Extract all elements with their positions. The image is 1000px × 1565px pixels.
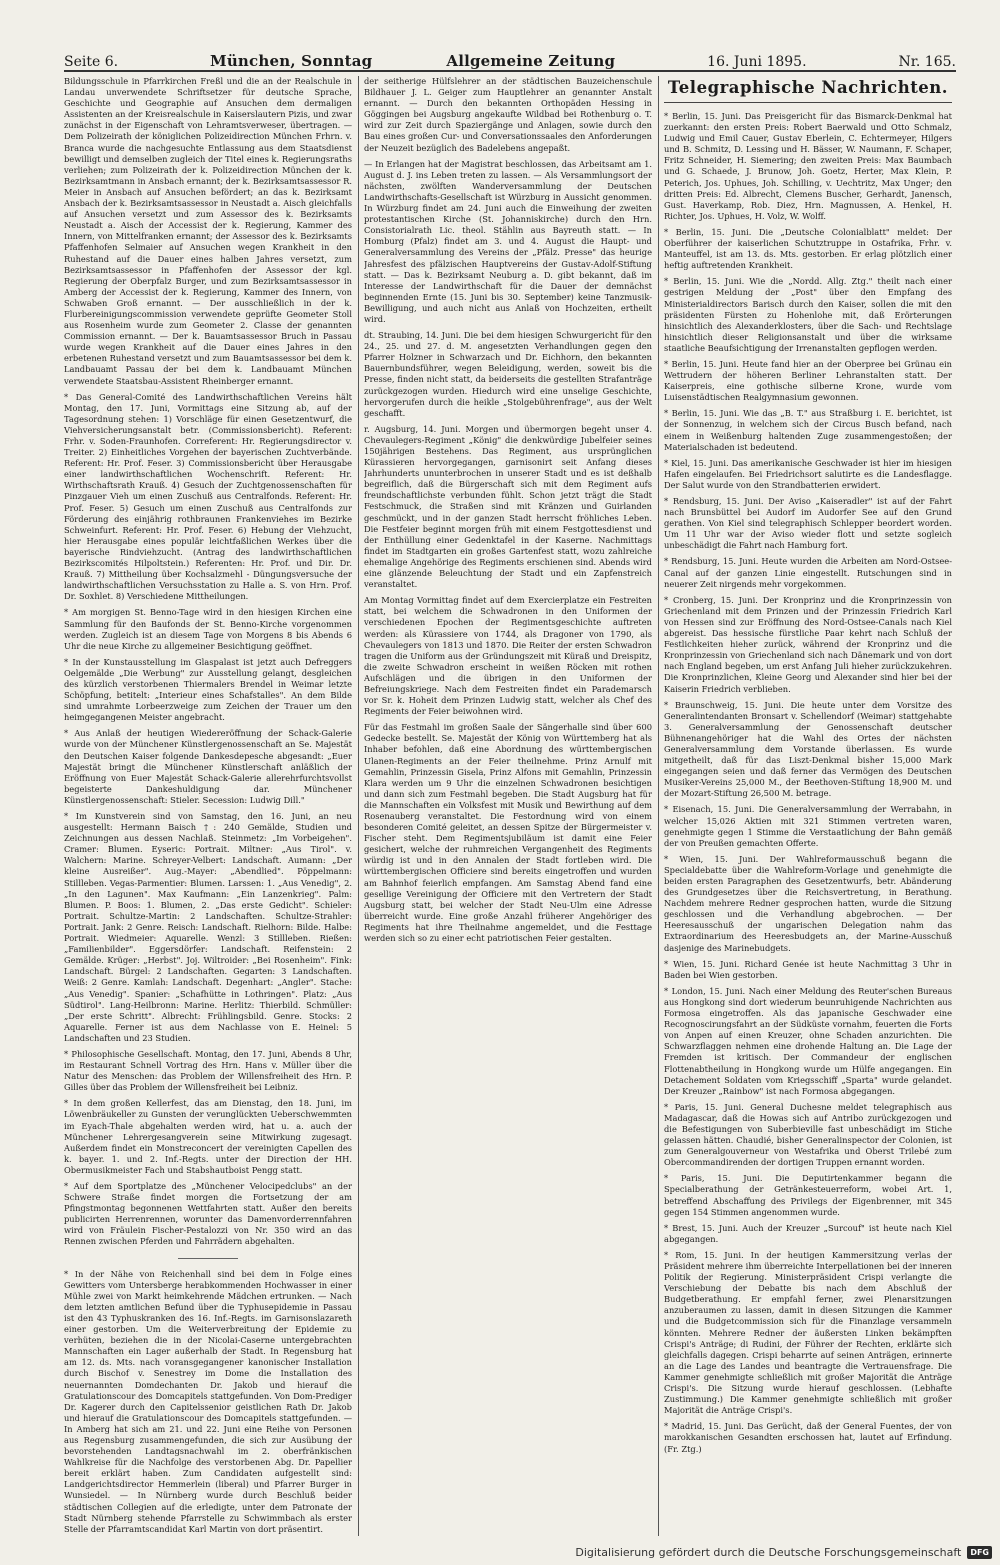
news-paragraph: Bildungsschule in Pfarrkirchen Freßl und die an der Realschule in Landau unverwendete Schriftsetzer für deutsche Sprache, Geschichte und Geographie auf Ansuchen dem dermaligen Assistenten an der Kreisrealschule in Kaiserslautern Pizis, und zwar zunächst in der Eigenschaft von Lehramtsverweser, übertragen. — Dem Polizeirath der königlichen Polizeidirection München Frhrn. v. Branca wurde die nachgesuchte Entlassung aus dem Staatsdienst bewilligt und demselben zugleich der Titel eines k. Regierungsraths verliehen; zum Polizeirath der k. Polizeidirection München der k. Bezirksamtmann in Ansbach ernannt; der k. Bezirksamtsassessor R. Meier in Ansbach auf Ansuchen befördert; an das k. Bezirksamt Ansbach der k. Bezirksamtsassessor in Neustadt a. Aisch gleichfalls auf Ansuchen versetzt und zum Assessor des k. Bezirksamts Neustadt a. Aisch der Accessist der k. Regierung, Kammer des Innern, von Mittelfranken ernannt; der Assessor des k. Bezirksamts Pfaffenhofen Selmaier auf Ansuchen wegen Krankheit in den Ruhestand auf die Dauer eines halben Jahres versetzt, zum Bezirksamtsassessor in Pfaffenhofen der Assessor der kgl. Regierung der Oberpfalz Burger, und zum Bezirksamtsassessor in Amberg der Accessist der k. Regierung, Kammer des Innern, von Schwaben Groß ernannt. — Der ausschließlich in der k. Flurbereinigungscommission verwendete geprüfte Geometer Stoll aus Rosenheim wurde zum Geometer 2. Classe der genannten Commission ernannt. — Der k. Bauamtsassessor Bruch in Passau wurde wegen Krankheit auf die Dauer eines Jahres in den erbetenen Ruhestand versetzt und zum Bauamtsassessor bei dem k. Landbauamt Passau der bei dem k. Landbauamt München verwendete Staatsbau-Assistent Rheinberger ernannt.	[64, 76, 352, 386]
news-paragraph: * Rendsburg, 15. Juni. Der Aviso „Kaiseradler" ist auf der Fahrt nach Brunsbüttel bei Audorf im Audorfer See auf den Grund gerathen. Von Kiel sind telegraphisch Schlepper beordert worden. Um 11 Uhr war der Aviso wieder flott und setzte sogleich unbeschädigt die Fahrt nach Hamburg fort.	[664, 496, 952, 551]
masthead	[210, 52, 615, 70]
news-paragraph: * Berlin, 15. Juni. Wie die „Nordd. Allg. Ztg." theilt nach einer gestrigen Meldung der „Post" über den Empfang des Ministerialdirectors Barisch durch den Kaiser, sollen die mit den präsidenten Fürsten zu Hohenlohe mit, daß Erörterungen hinsichtlich des Alexanderklosters, über die Sach- und Rechtslage hinsichtlich dieser Religionsanstalt und über die wirksame staatliche Beaufsichtigung der Irrenanstalten gepflogen werden.	[664, 276, 952, 353]
column-1	[64, 76, 352, 1536]
news-paragraph: * Auf dem Sportplatze des „Münchener Velocipedclubs" an der Schwere Straße findet morgen die Fortsetzung der am Pfingstmontag begonnenen Wettfahrten statt. Außer den bereits publicirten Herrenrennen, worunter das Damenvorderrennfahren wird von Fräulein Fischer-Pestalozzi von Nr. 350 wird an das Rennen zwischen Pferden und Fahrrädern abgehalten.	[64, 1181, 352, 1247]
issue-date: 16. Juni 1895.	[707, 54, 807, 70]
section-title: Telegraphische Nachrichten.	[664, 78, 952, 103]
newspaper-title: Allgemeine Zeitung	[446, 52, 616, 70]
news-paragraph: * Berlin, 15. Juni. Das Preisgericht für das Bismarck-Denkmal hat zuerkannt: den ersten Preis: Robert Baerwald und Otto Schmalz, Ludwig und Emil Cauer, Gustav Eberlein, C. Echtermeyer, Hilgers und B. Schmitz, D. Lessing und H. Bässer, W. Naumann, F. Schaper, Fritz Schneider, H. Siemering; den zweiten Preis: Max Baumbach und G. Schaede, J. Brunow, Joh. Goetz, Herter, Max Klein, P. Peterich, Jos. Uphues, Joh. Schilling, v. Uechtritz, Max Unger; den dritten Preis: Ed. Albrecht, Clemens Buscher, Gerhardt, Janensch, Gust. Haverkamp, Rob. Diez, Hrn. Magnussen, A. Henkel, H. Richter, Jos. Uphues, H. Volz, W. Wolff.	[664, 111, 952, 221]
news-paragraph: * Braunschweig, 15. Juni. Die heute unter dem Vorsitze des Generalintendanten Bronsart v. Schellendorf (Weimar) stattgehabte 3. Generalversammlung der Genossenschaft deutscher Bühnenangehöriger hat die Wahl des Ortes der nächsten Generalversammlung dem Vorstande überlassen. Es wurde mitgetheilt, daß für das Liszt-Denkmal bisher 15,000 Mark eingegangen seien und daß ferner das Vermögen des Deutschen Musiker-Vereins 25,000 M., der Beethoven-Stiftung 18,900 M. und der Mozart-Stiftung 26,500 M. betrage.	[664, 699, 952, 799]
issue-number: Nr. 165.	[898, 54, 956, 70]
news-paragraph: * Wien, 15. Juni. Der Wahlreformausschuß begann die Specialdebatte über die Wahlreform-Vorlage und genehmigte die beiden ersten Paragraphen des Gesetzentwurfs, betr. Abänderung des Grundgesetzes über die Reichsvertretung, in Berathung. Nachdem mehrere Redner gesprochen hatten, wurde die Sitzung geschlossen und die Verhandlung abgebrochen. — Der Heeresausschuß der ungarischen Delegation nahm das Extraordinarium des Heeresbudgets an, der Marine-Ausschuß dasjenige des Marinebudgets.	[664, 853, 952, 953]
news-paragraph: * Berlin, 15. Juni. Heute fand hier an der Oberpree bei Grünau ein Wettrudern der höheren Berliner Lehranstalten statt. Der Kaiserpreis, eine gothische silberne Krone, wurde vom Luisenstädtischen Realgymnasium gewonnen.	[664, 358, 952, 403]
page-header	[64, 40, 956, 72]
news-paragraph: * In der Kunstausstellung im Glaspalast ist jetzt auch Defreggers Oelgemälde „Die Werbung" zur Ausstellung gelangt, desgleichen des kürzlich verstorbenen Thiermalers Brendel in Weimar letzte Schöpfung, betitelt: „Interieur eines Schafstalles". An dem Bilde sind umrahmte Lorbeerzweige zum Zeichen der Trauer um den heimgegangenen Meister angebracht.	[64, 656, 352, 723]
news-paragraph: * Am morgigen St. Benno-Tage wird in den hiesigen Kirchen eine Sammlung für den Baufonds der St. Benno-Kirche vorgenommen werden. Zugleich ist an diesem Tage von Morgens 8 bis Abends 6 Uhr die neue Kirche zu allgemeiner Besichtigung geöffnet.	[64, 607, 352, 651]
news-paragraph: * Aus Anlaß der heutigen Wiedereröffnung der Schack-Galerie wurde von der Münchener Künstlergenossenschaft an Se. Majestät den Deutschen Kaiser folgende Dankesdepesche abgesandt: „Euer Majestät bringt die Münchener Künstlerschaft anläßlich der Eröffnung von Euer Majestät Schack-Galerie allerehrfurchtsvollst begeisterte Dankeshuldigung dar. Münchener Künstlergenossenschaft: Stieler. Secession: Ludwig Dill."	[64, 728, 352, 805]
news-paragraph: Am Montag Vormittag findet auf dem Exercierplatze ein Festreiten statt, bei welchem die Schwadronen in den Uniformen der verschiedenen Epochen der Regimentsgeschichte auftreten werden: als Kürassiere von 1744, als Dragoner von 1790, als Chevaulegers von 1813 und 1870. Die Reiter der ersten Schwadron tragen die Uniform aus der Gründungszeit mit Küraß und Dreispitz, die zweite Schwadron erscheint in weißen Röcken mit rothen Aufschlägen und die übrigen in den Uniformen der Befreiungskriege. Nach dem Festreiten findet ein Parademarsch vor Sr. k. Hoheit dem Prinzen Ludwig statt, welcher als Chef des Regiments der Feier beiwohnen wird.	[364, 595, 652, 717]
column-2	[364, 76, 652, 1536]
news-paragraph: * Kiel, 15. Juni. Das amerikanische Geschwader ist hier im hiesigen Hafen eingelaufen. Bei Friedrichsort salutirte es die Landesflagge. Der Salut wurde von den Strandbatterien erwidert.	[664, 457, 952, 490]
news-paragraph: r. Augsburg, 14. Juni. Morgen und übermorgen begeht unser 4. Chevaulegers-Regiment „König" die denkwürdige Jubelfeier seines 150jährigen Bestehens. Das Regiment, aus ursprünglichen Kürassieren hervorgegangen, garnisonirt seit Anfang dieses Jahrhunderts ununterbrochen in unserer Stadt und es ist deßhalb begreiflich, daß die Bürgerschaft sich mit dem Regiment aufs freundschaftlichste verbunden fühlt. Schon jetzt trägt die Stadt Festschmuck, die Straßen sind mit Kränzen und Guirlanden geschmückt, und in der ganzen Stadt herrscht fröhliches Leben. Die Festfeier beginnt morgen früh mit einem Festgottesdienst und der Enthüllung einer Gedenktafel in der Kaserne. Nachmittags findet im Stadtgarten ein großes Gartenfest statt, wozu zahlreiche ehemalige Angehörige des Regiments erschienen sind. Abends wird eine glänzende Beleuchtung der Stadt und ein Zapfenstreich veranstaltet.	[364, 423, 652, 590]
news-paragraph: * Brest, 15. Juni. Auch der Kreuzer „Surcouf" ist heute nach Kiel abgegangen.	[664, 1222, 952, 1244]
news-paragraph: * Rendsburg, 15. Juni. Heute wurden die Arbeiten am Nord-Ostsee-Canal auf der ganzen Linie eingestellt. Rutschungen sind in neuerer Zeit nirgends mehr vorgekommen.	[664, 556, 952, 589]
funding-credit: Digitalisierung gefördert durch die Deutsche Forschungsgemeinschaft	[575, 1546, 962, 1559]
news-paragraph: * Paris, 15. Juni. Die Deputirtenkammer begann die Specialberathung der Getränkesteuerreform, wobei Art. 1, betreffend Abschaffung des Privilegs der Eigenbrenner, mit 345 gegen 154 Stimmen angenommen wurde.	[664, 1173, 952, 1217]
news-paragraph: * Paris, 15. Juni. General Duchesne meldet telegraphisch aus Madagascar, daß die Howas sich auf Antribo zurückgezogen und die Befestigungen von Suberbieville fast unbeschädigt im Stiche gelassen hätten. Chaudié, bisher Generalinspector der Colonien, ist zum Generalgouverneur von Westafrika und Oberst Trilebé zum Obercommandirenden der dortigen Truppen ernannt worden.	[664, 1101, 952, 1168]
news-paragraph: * London, 15. Juni. Nach einer Meldung des Reuter'schen Bureaus aus Hongkong sind dort wiederum beunruhigende Nachrichten aus Formosa eingetroffen. Als das japanische Geschwader eine Recognoscirungsfahrt an der Südküste vornahm, feuerten die Forts von Anpen auf einen Kreuzer, ohne Schaden anzurichten. Die Schwarzflaggen nehmen eine drohende Haltung an. Die Lage der Fremden ist kritisch. Der Commandeur der englischen Flottenabtheilung in Hongkong wurde um Hülfe angegangen. Ein Detachement Soldaten vom Kriegsschiff „Sparta" wurde gelandet. Der Kreuzer „Rainbow" ist nach Formosa abgegangen.	[664, 985, 952, 1096]
news-paragraph: der seitherige Hülfslehrer an der städtischen Bauzeichenschule Bildhauer J. L. Geiger zum Hauptlehrer an genannter Anstalt ernannt. — Durch den bekannten Orthopäden Hessing in Göggingen bei Augsburg angekaufte Wildbad bei Rothenburg o. T. wird zur Zeit durch Spaziergänge und Anlagen, sowie durch den Bau eines großen Cur- und Conversationssaales den Anforderungen der Neuzeit bezüglich des Badelebens angepaßt.	[364, 76, 652, 153]
section-divider	[178, 1258, 238, 1259]
place-day: München, Sonntag	[210, 52, 373, 70]
news-paragraph: * Madrid, 15. Juni. Das Gerücht, daß der General Fuentes, der von marokkanischen Gesandten erschossen hat, lautet auf Erfindung. (Fr. Ztg.)	[664, 1421, 952, 1454]
article-columns	[64, 76, 956, 1536]
news-paragraph: * Berlin, 15. Juni. Die „Deutsche Colonialblatt" meldet: Der Oberführer der kaiserlichen Schutztruppe in Ostafrika, Frhr. v. Manteuffel, ist am 13. ds. Mts. gestorben. Er erlag plötzlich einer heftig auftretenden Krankheit.	[664, 226, 952, 271]
news-paragraph: * Wien, 15. Juni. Richard Genée ist heute Nachmittag 3 Uhr in Baden bei Wien gestorben.	[664, 958, 952, 980]
news-paragraph: dt. Straubing, 14. Juni. Die bei dem hiesigen Schwurgericht für den 24., 25. und 27. d. M. angesetzten Verhandlungen gegen den Pfarrer Holzner in Schwarzach und Dr. Eichhorn, den bekannten Bauernbundsführer, wegen Beleidigung, werden, soweit bis die Presse, finden nicht statt, da beiderseits die gestellten Strafanträge zurückgezogen wurden. Hiedurch wird eine unselige Geschichte, hervorgerufen durch die heikle „Stolgebührenfrage", aus der Welt geschafft.	[364, 330, 652, 418]
footer-credit	[575, 1546, 992, 1559]
news-paragraph: * Berlin, 15. Juni. Wie das „B. T." aus Straßburg i. E. berichtet, ist der Sonnenzug, in welchem sich der Circus Busch befand, nach einem in Weißenburg haltenden Zuge zusammengestoßen; der Materialschaden ist bedeutend.	[664, 408, 952, 452]
news-paragraph: * Rom, 15. Juni. In der heutigen Kammersitzung verlas der Präsident mehrere ihm überreichte Interpellationen bei der inneren Politik der Regierung. Ministerpräsident Crispi verlangte die Verschiebung der Debatte bis nach dem Abschluß der Budgetberathung. Er empfahl ferner, zwei Plenarsitzungen anzuberaumen zu lassen, damit in diesen Sitzungen die Kammer und die Budgetcommission sich für die Finanzlage versammeln könnten. Mehrere Redner der äußersten Linken bekämpften Crispi's Anträge; di Rudini, der Führer der Rechten, erklärte sich gleichfalls dagegen. Crispi beharrte auf seinen Anträgen, erinnerte an die Lage des Landes und beantragte die Vertrauensfrage. Die Kammer genehmigte schließlich mit großer Majorität die Anträge Crispi's. Die Sitzung wurde hierauf geschlossen. (Lebhafte Zustimmung.) Die Kammer genehmigte schließlich mit großer Majorität die Anträge Crispi's.	[664, 1249, 952, 1416]
dfg-logo: DFG	[967, 1546, 992, 1559]
news-paragraph: — In Erlangen hat der Magistrat beschlossen, das Arbeitsamt am 1. August d. J. ins Leben treten zu lassen. — Als Versammlungsort der nächsten, zwölften Wanderversammlung der Deutschen Landwirthschafts-Gesellschaft ist Würzburg in Aussicht genommen. In Würzburg findet am 24. Juni auch die Einweihung der zweiten protestantischen Kirche (St. Johanniskirche) durch den Hrn. Consistorialrath Lic. theol. Stählin aus Bayreuth statt. — In Homburg (Pfalz) findet am 3. und 4. August die Haupt- und Generalversammlung des Vereins der „Pfälz. Presse" das heurige Jahresfest des pfälzischen Hauptvereins der Gustav-Adolf-Stiftung statt. — Das k. Bezirksamt Neuburg a. D. gibt bekannt, daß im Interesse der Landwirthschaft für die Dauer der demnächst beginnenden Ernte (15. Juni bis 30. September) keine Tanzmusik-Bewilligung, und auch nicht aus Anlaß von Hochzeiten, ertheilt wird.	[364, 158, 652, 324]
news-paragraph: * Philosophische Gesellschaft. Montag, den 17. Juni, Abends 8 Uhr, im Restaurant Schnell Vortrag des Hrn. Hans v. Müller über die Natur des Menschen: das Problem der Willensfreiheit des Hrn. P. Gilles über das Problem der Willensfreiheit bei Leibniz.	[64, 1048, 352, 1093]
news-paragraph: * In dem großen Kellerfest, das am Dienstag, den 18. Juni, im Löwenbräukeller zu Gunsten der verunglückten Ueberschwemmten im Eyach-Thale abgehalten werden wird, hat u. a. auch der Münchener Lehrergesangverein seine Mitwirkung zugesagt. Außerdem findet ein Monstreconcert der vereinigten Capellen des k. bayer. 1. und 2. Inf.-Regts. unter der Direction der HH. Obermusikmeister Fach und Stabshautboist Pengg statt.	[64, 1098, 352, 1175]
news-paragraph: * In der Nähe von Reichenhall sind bei dem in Folge eines Gewitters vom Untersberge herabkommenden Hochwasser in einer Mühle zwei von Markt heimkehrende Mädchen ertrunken. — Nach dem letzten amtlichen Befund über die Typhusepidemie in Passau ist den 43 Typhuskranken des 16. Inf.-Regts. im Garnisonslazareth einer gestorben. Um die Weiterverbreitung der Epidemie zu verhüten, beziehen die in der Nicolai-Caserne untergebrachten Mannschaften ein Lager außerhalb der Stadt. In Regensburg hat am 12. ds. Mts. nach voransgegangener kanonischer Installation durch Bischof v. Senestrey im Dome die Installation des neuernannten Domdechanten Dr. Jakob und hierauf die Gratulationscour des Domcapitels stattgefunden. Von Dom-Prediger Dr. Kagerer durch den Capitelssenior geistlichen Rath Dr. Jakob und hierauf die Gratulationscour des Domcapitels stattgefunden. — In Amberg hat sich am 21. und 22. Juni eine Reihe von Personen aus Regensburg zusammengefunden, die sich zur Ausübung der bevorstehenden Landtagsnachwahl im 2. oberfränkischen Wahlkreise für die Nachfolge des verstorbenen Abg. Dr. Papellier bereit erklärt haben. Zum Candidaten aufgestellt sind: Landgerichtsdirector Hemmerlein (liberal) und Pfarrer Burger in Wunsiedel. — In Nürnberg wurde durch Beschluß beider städtischen Collegien auf die erledigte, unter dem Patronate der Stadt Nürnberg stehende Pfarrstelle zu Schwimmbach als erster Stelle der Pfarramtscandidat Karl Martin von dort präsentirt.	[64, 1268, 352, 1534]
news-paragraph: * Eisenach, 15. Juni. Die Generalversammlung der Werrabahn, in welcher 15,026 Aktien mit 321 Stimmen vertreten waren, genehmigte gegen 1 Stimme die Verstaatlichung der Bahn gemäß der von Preußen gemachten Offerte.	[664, 804, 952, 848]
news-paragraph: * Im Kunstverein sind von Samstag, den 16. Juni, an neu ausgestellt: Hermann Baisch †: 240 Gemälde, Studien und Zeichnungen aus dessen Nachlaß. Steinmetz: „Im Vorbeigehen". Cramer: Blumen. Eyseric: Portrait. Miltner: „Aus Tirol". v. Walchern: Marine. Schreyer-Velbert: Landschaft. Aumann: „Der kleine Ausreißer". Aug.-Mayer: „Abendlied". Pöppelmann: Stillleben. Vegas-Parmentier: Blumen. Larssen: 1. „Aus Venedig", 2. „In den Lagunen". Max Kaufmann: „Ein Lanzenkrieg". Palm: Blumen. P. Boos: 1. Blumen, 2. „Das erste Gedicht". Schieler: Portrait. Schultze-Martin: 2 Landschaften. Schultze-Strahler: Portrait. Jank: 2 Genre. Reisch: Landschaft. Rielhorn: Bilde. Halbe: Portrait. Wiedmeier: Aquarelle. Wenzl: 3 Stillleben. Rießen: „Familienbilder". Eggersdörfer: Landschaft. Reifenstein: 2 Gemälde. Krüger: „Herbst". Joj. Wiltroider: „Bei Rosenheim". Fink: Landschaft. Bürgel: 2 Landschaften. Gegarten: 3 Landschaften. Weiß: 2 Genre. Kamlah: Landschaft. Degenhart: „Angler". Stache: „Aus Venedig". Spanier: „Schafhütte in Lothringen". Platz: „Aus Südtirol". Lang-Heilbronn: Marine. Herlitz: Thierbild. Schmüller: „Der erste Schritt". Albrecht: Frühlingsbild. Genre. Stocks: 2 Aquarelle. Ferner ist aus dem Nachlasse von E. Heinel: 5 Landschaften und 23 Studien.	[64, 811, 352, 1043]
news-paragraph: * Das General-Comité des Landwirthschaftlichen Vereins hält Montag, den 17. Juni, Vormittags eine Sitzung ab, auf der Tagesordnung stehen: 1) Vorschläge für einen Gesetzentwurf, die Viehversicherungsanstalt betr. (Commissionsbericht). Referent: Frhr. v. Soden-Fraunhofen. Correferent: Hr. Regierungsdirector v. Treiter. 2) Einheitliches Vorgehen der bayerischen Zuchtverbände. Referent: Hr. Prof. Feser. 3) Commissionsbericht über Herausgabe einer landwirthschaftlichen Wochenschrift. Referent: Hr. Wirthschaftsrath Krauß. 4) Gesuch der Zuchtgenossenschaften für Pinzgauer Vieh um einen Zuschuß aus Centralfonds. Referent: Hr. Prof. Feser. 5) Gesuch um einen Zuschuß aus Centralfonds zur Förderung des einjährig rothbraunen Frankenviehes im Bezirke Schweinfurt. Referent: Hr. Prof. Feser. 6) Hebung der Viehzucht, hier Herausgabe eines populär leichtfaßlichen Werkes über die bayerische Rindviehzucht. (Antrag des landwirthschaftlichen Bezirkscomités Hilpoltstein.) Referenten: Hr. Prof. und Dir. Dr. Krauß. 7) Mittheilung über Kochsalzmehl - Düngungsversuche der landwirthschaftlichen Versuchsstation zu Halle a. S. von Hrn. Prof. Dr. Soxhlet. 8) Verschiedene Mittheilungen.	[64, 391, 352, 602]
page-number: Seite 6.	[64, 54, 119, 70]
news-paragraph: * Cronberg, 15. Juni. Der Kronprinz und die Kronprinzessin von Griechenland mit dem Prinzen und der Prinzessin Friedrich Karl von Hessen sind zur Eröffnung des Nord-Ostsee-Canals nach Kiel abgereist. Das hessische fürstliche Paar kehrt nach Schluß der Festlichkeiten hieher zurück, während der Kronprinz und die Kronprinzessin von Griechenland sich nach Dänemark und von dort nach England begeben, um erst Anfang Juli hieher zurückzukehren. Die Kronprinzlichen, Kleine Georg und Alexander sind hier bei der Kaiserin Friedrich verblieben.	[664, 594, 952, 694]
news-paragraph: Für das Festmahl im großen Saale der Sängerhalle sind über 600 Gedecke bestellt. Se. Majestät der König von Württemberg hat als Inhaber befohlen, daß eine Abordnung des württembergischen Ulanen-Regiments an der Feier theilnehme. Prinz Arnulf mit Gemahlin, Prinzessin Gisela, Prinz Alfons mit Gemahlin, Prinzessin Klara werden um 9 Uhr die einzelnen Schwadronen besichtigen und dann sich zum Festmahl begeben. Die Stadt Augsburg hat für die Mannschaften ein Volksfest mit Musik und Bewirthung auf dem Rosenauberg veranstaltet. Die Festordnung wird von einem besonderen Comité geleitet, an dessen Spitze der Bürgermeister v. Fischer steht. Dem Regimentsjubiläum ist damit eine Feier gesichert, welche der ruhmreichen Vergangenheit des Regiments würdig ist und in den Annalen der Stadt fortleben wird. Die württembergischen Officiere sind bereits eingetroffen und wurden am Bahnhof feierlich empfangen. Am Samstag Abend fand eine gesellige Vereinigung der Officiere mit den Vertretern der Stadt Augsburg statt, bei welcher der Stadt Neu-Ulm eine Adresse überreicht wurde. Eine große Anzahl früherer Angehöriger des Regiments hat ihre Theilnahme angemeldet, und die Festtage werden sich so zu einer echt patriotischen Feier gestalten.	[364, 722, 652, 944]
column-3	[664, 76, 952, 1536]
